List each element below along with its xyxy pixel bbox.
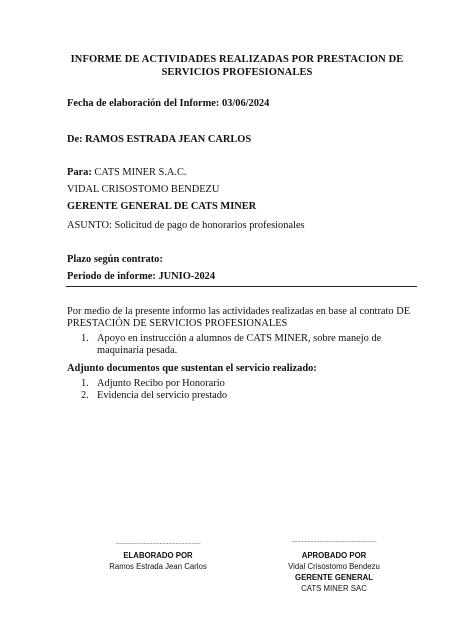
list-number: 1. [81,378,89,389]
list-item [67,378,417,390]
contract-term: Plazo según contrato: [67,254,163,265]
to-line [67,166,187,179]
activity-line-2: maquinaria pesada. [97,345,178,356]
to-label: Para: [67,167,92,178]
documents-heading: Adjunto documentos que sustentan el servicio realizado: [67,363,317,374]
signature-role: GERENTE GENERAL [295,573,373,582]
signature-label: ELABORADO POR [123,551,193,560]
report-date: Fecha de elaboración del Informe: 03/06/2024 [67,98,270,109]
to-company: CATS MINER S.A.C. [91,167,187,178]
activities-list [67,333,417,357]
signature-name: Vidal Crisostomo Bendezu [288,562,380,571]
recipient-name: VIDAL CRISOSTOMO BENDEZU [67,184,220,195]
signature-line: .......................................................... [291,538,377,544]
signature-company: CATS MINER SAC [301,584,367,593]
signature-name: Ramos Estrada Jean Carlos [109,562,207,571]
document-item-text: Adjunto Recibo por Honorario [97,378,225,389]
list-item [67,390,417,402]
activity-line-1: Apoyo en instrucción a alumnos de CATS MINER, sobre manejo de [97,333,382,344]
document-title [40,53,434,79]
list-number: 2. [81,390,89,401]
recipient-role: GERENTE GENERAL DE CATS MINER [67,201,257,212]
title-line-1: INFORME DE ACTIVIDADES REALIZADAS POR PRESTACION DE [70,54,404,65]
signature-line: .......................................................... [115,540,201,546]
signature-block-elaborado [86,540,230,572]
documents-list [67,378,417,402]
signature-label: APROBADO POR [301,551,367,560]
list-item [67,333,417,357]
intro-paragraph [67,306,417,330]
list-number: 1. [81,333,89,344]
title-line-2: SERVICIOS PROFESIONALES [161,67,313,78]
document-item-text: Evidencia del servicio prestado [97,390,228,401]
intro-line-2: PRESTACIÓN DE SERVICIOS PROFESIONALES [67,318,288,329]
from-line: De: RAMOS ESTRADA JEAN CARLOS [67,134,252,145]
horizontal-rule [66,286,417,287]
subject-line: ASUNTO: Solicitud de pago de honorarios profesionales [67,220,305,231]
signature-block-aprobado [261,538,407,594]
intro-line-1: Por medio de la presente informo las actividades realizadas en base al contrato DE [67,306,411,317]
report-period: Periodo de informe: JUNIO-2024 [67,271,216,282]
